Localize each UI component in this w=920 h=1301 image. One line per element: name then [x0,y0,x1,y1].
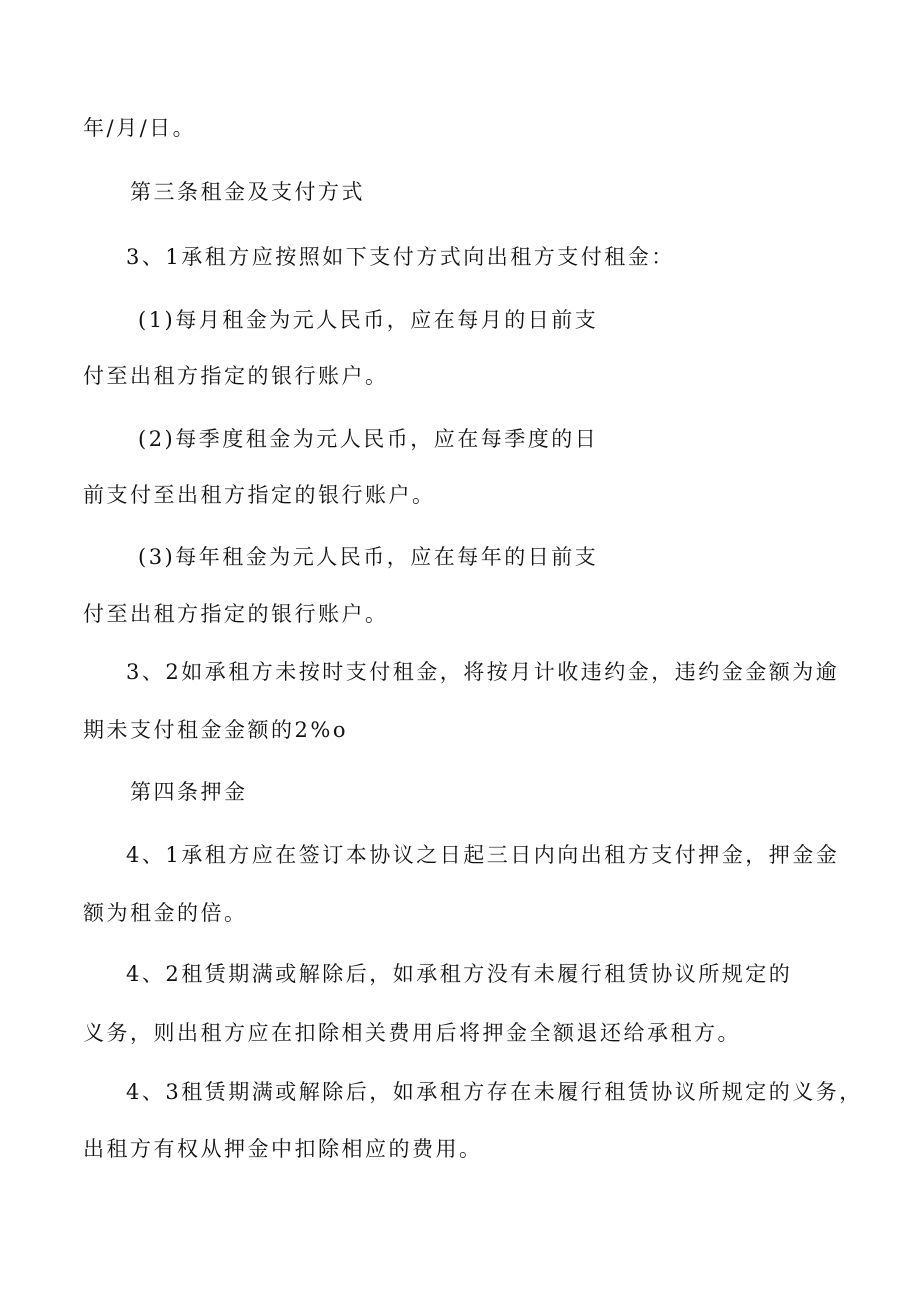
clause-item-3-line-1: (3)每年租金为元人民币，应在每年的日前支 [138,545,599,569]
clause-4-1-line-1: 4、1承租方应在签订本协议之日起三日内向出租方支付押金，押金金 [126,843,840,867]
clause-item-2-line-1: (2)每季度租金为元人民币，应在每季度的日 [138,427,599,451]
clause-item-3-line-2: 付至出租方指定的银行账户。 [83,602,389,626]
clause-item-2-line-2: 前支付至出租方指定的银行账户。 [83,483,436,507]
clause-4-3-line-1: 4、3租赁期满或解除后，如承租方存在未履行租赁协议所规定的义务， [126,1080,863,1104]
section-heading-article-4: 第四条押金 [130,780,248,804]
clause-item-1-line-1: (1)每月租金为元人民币，应在每月的日前支 [138,308,599,332]
clause-4-2-line-1: 4、2租赁期满或解除后，如承租方没有未履行租赁协议所规定的 [126,962,793,986]
clause-3-2-line-2: 期未支付租金金额的2%o [83,718,348,742]
clause-4-3-line-2: 出租方有权从押金中扣除相应的费用。 [83,1137,483,1161]
section-heading-article-3: 第三条租金及支付方式 [130,180,365,204]
clause-item-1-line-2: 付至出租方指定的银行账户。 [83,364,389,388]
clause-3-1: 3、1承租方应按照如下支付方式向出租方支付租金： [126,245,675,269]
clause-4-2-line-2: 义务，则出租方应在扣除相关费用后将押金全额退还给承租方。 [83,1021,741,1045]
text-line-date-continuation: 年/月/日。 [83,116,197,140]
clause-3-2-line-1: 3、2如承租方未按时支付租金，将按月计收违约金，违约金金额为逾 [126,660,840,684]
clause-4-1-line-2: 额为租金的倍。 [83,901,248,925]
